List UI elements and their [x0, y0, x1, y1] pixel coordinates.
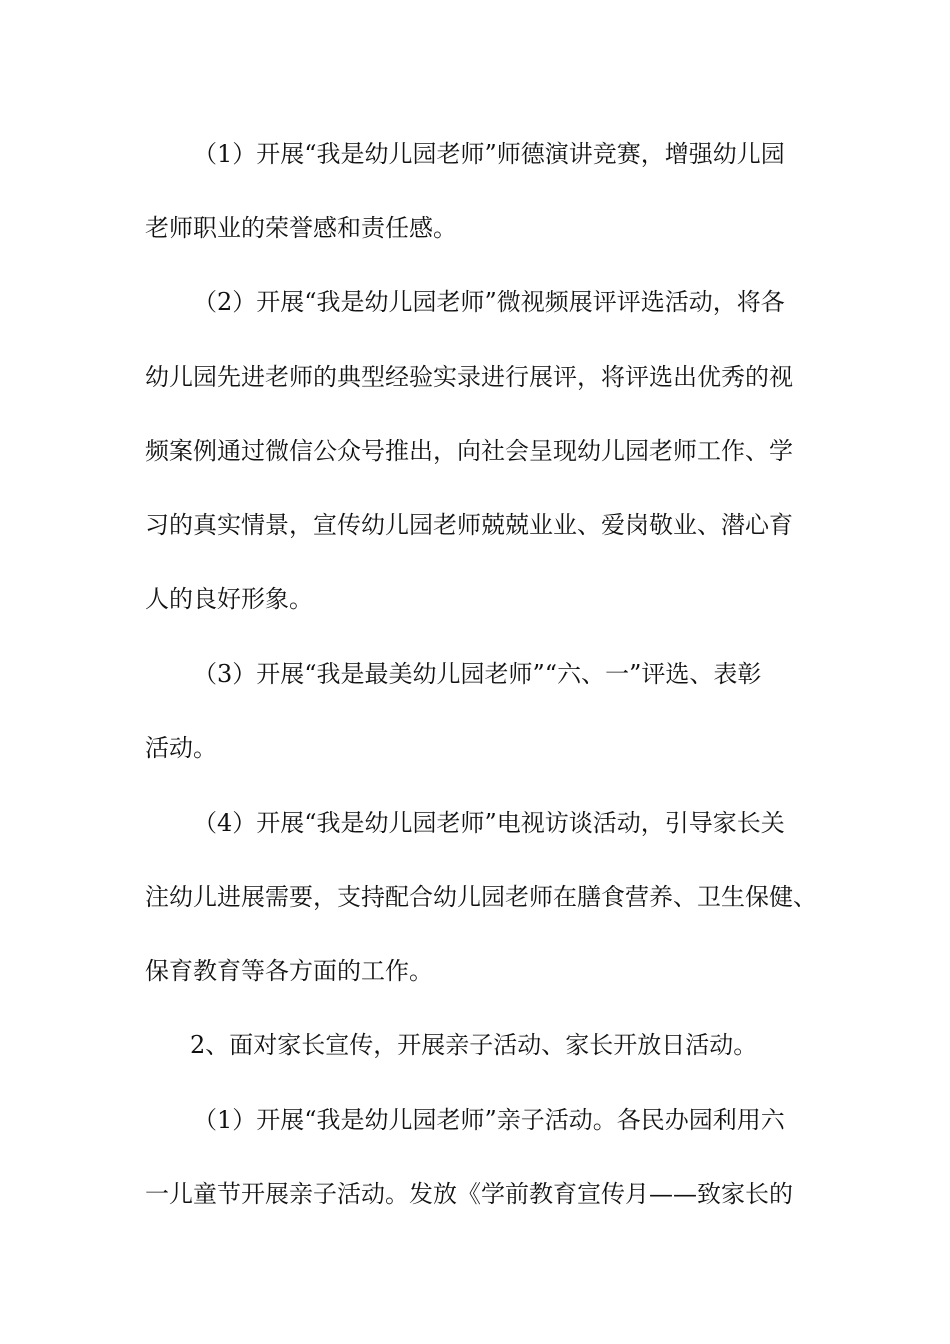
paragraph-line: （2）开展“我是幼儿园老师”微视频展评评选活动，将各 [193, 288, 785, 316]
paragraph-line: 保育教育等各方面的工作。 [145, 957, 433, 985]
section-heading: 2、面对家长宣传，开展亲子活动、家长开放日活动。 [190, 1031, 758, 1059]
paragraph-line: 幼儿园先进老师的典型经验实录进行展评，将评选出优秀的视 [145, 363, 793, 391]
paragraph-line: （1）开展“我是幼儿园老师”亲子活动。各民办园利用六 [193, 1106, 785, 1134]
paragraph-line: （4）开展“我是幼儿园老师”电视访谈活动，引导家长关 [193, 809, 785, 837]
paragraph-line: 频案例通过微信公众号推出，向社会呈现幼儿园老师工作、学 [145, 437, 793, 465]
paragraph-line: 一儿童节开展亲子活动。发放《学前教育宣传月——致家长的 [145, 1180, 793, 1208]
paragraph-line: 习的真实情景，宣传幼儿园老师兢兢业业、爱岗敬业、潜心育 [145, 511, 793, 539]
paragraph-line: （1）开展“我是幼儿园老师”师德演讲竞赛，增强幼儿园 [193, 140, 785, 168]
paragraph-line: 老师职业的荣誉感和责任感。 [145, 214, 457, 242]
paragraph-line: 注幼儿进展需要，支持配合幼儿园老师在膳食营养、卫生保健、 [145, 883, 817, 911]
paragraph-line: 人的良好形象。 [145, 585, 313, 613]
paragraph-line: 活动。 [145, 734, 217, 762]
paragraph-line: （3）开展“我是最美幼儿园老师”“六、一”评选、表彰 [193, 660, 762, 688]
